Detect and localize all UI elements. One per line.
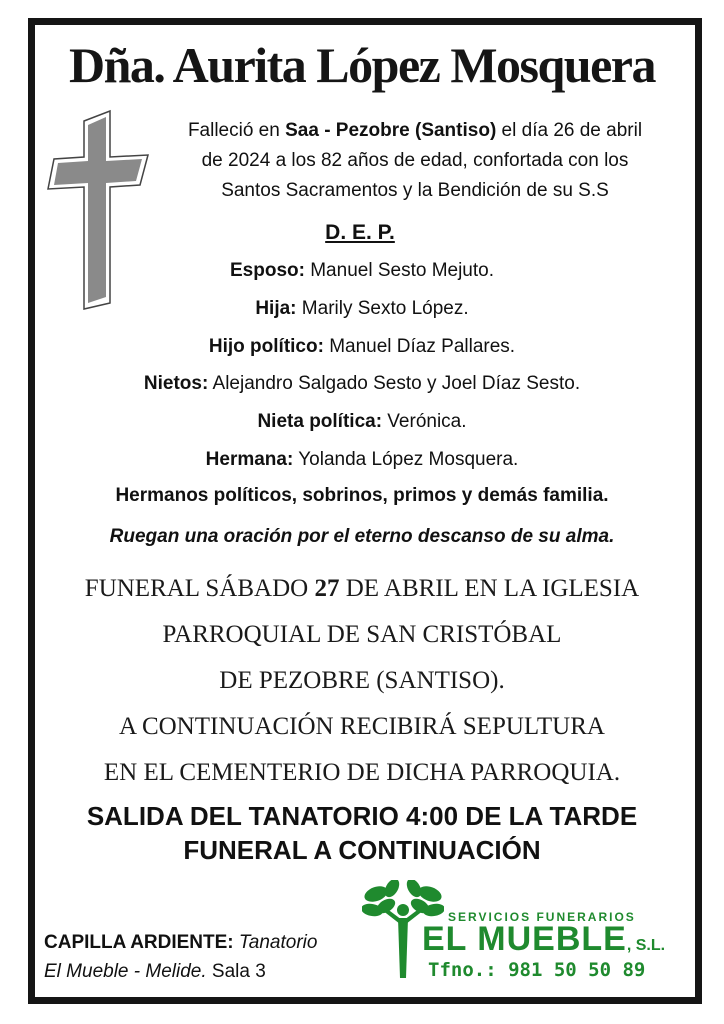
relative-label: Nieta política: bbox=[257, 411, 383, 432]
relative-label: Esposo: bbox=[230, 260, 305, 281]
relative-value: Alejandro Salgado Sesto y Joel Díaz Sesto. bbox=[208, 373, 581, 394]
logo-suffix: , S.L. bbox=[626, 937, 666, 954]
relative-value: Verónica. bbox=[382, 411, 467, 432]
intro-line-2: de 2024 a los 82 años de edad, confortada con los bbox=[201, 150, 629, 171]
logo-brand: EL MUEBLE bbox=[422, 920, 627, 958]
funeral-after: FUNERAL A CONTINUACIÓN bbox=[183, 835, 541, 865]
funeral-line: A CONTINUACIÓN RECIBIRÁ SEPULTURA bbox=[119, 713, 605, 740]
death-place: Saa - Pezobre (Santiso) bbox=[285, 120, 497, 141]
relative-line bbox=[0, 449, 724, 471]
funeral-text: DE ABRIL EN LA IGLESIA bbox=[339, 575, 640, 602]
relative-value: Manuel Sesto Mejuto. bbox=[304, 260, 494, 281]
relative-line bbox=[0, 336, 724, 358]
relative-value: Marily Sexto López. bbox=[296, 298, 469, 319]
death-notice-text bbox=[150, 116, 680, 206]
relative-value: Yolanda López Mosquera. bbox=[293, 449, 519, 470]
relative-label: Hijo político: bbox=[208, 336, 324, 357]
relative-line bbox=[0, 411, 724, 433]
intro-text: Falleció en bbox=[187, 120, 286, 141]
extended-family: Hermanos políticos, sobrinos, primos y demás familia. bbox=[115, 485, 609, 506]
chapel-place: Tanatorio bbox=[233, 932, 318, 953]
departure-time: SALIDA DEL TANATORIO 4:00 DE LA TARDE bbox=[86, 801, 638, 831]
funeral-text: FUNERAL SÁBADO bbox=[84, 575, 315, 602]
relative-label: Hermana: bbox=[205, 449, 294, 470]
relative-line bbox=[0, 298, 724, 320]
relative-line bbox=[0, 260, 724, 282]
prayer-request: Ruegan una oración por el eterno descanso de su alma. bbox=[109, 526, 615, 547]
chapel-location: El Mueble - Melide. bbox=[44, 961, 207, 982]
funeral-line: DE PEZOBRE (SANTISO). bbox=[219, 667, 505, 694]
funeral-line: EN EL CEMENTERIO DE DICHA PARROQUIA. bbox=[103, 759, 621, 786]
chapel-info bbox=[44, 928, 317, 986]
chapel-room: Sala 3 bbox=[206, 961, 266, 982]
chapel-label: CAPILLA ARDIENTE: bbox=[44, 932, 234, 953]
phone-number: Tfno.: 981 50 50 89 bbox=[428, 959, 646, 981]
departure-info bbox=[0, 799, 724, 867]
relative-label: Hija: bbox=[255, 298, 297, 319]
funeral-details bbox=[0, 566, 724, 796]
relative-value: Manuel Díaz Pallares. bbox=[323, 336, 516, 357]
deceased-name: Dña. Aurita López Mosquera bbox=[69, 37, 655, 93]
logo-tagline: SERVICIOS FUNERARIOS bbox=[448, 910, 636, 924]
funeral-day: 27 bbox=[314, 575, 340, 602]
funeral-home-logo bbox=[362, 880, 682, 980]
intro-line-3: Santos Sacramentos y la Bendición de su S.S bbox=[221, 180, 609, 201]
logo-name bbox=[422, 920, 665, 959]
relative-line bbox=[0, 373, 724, 395]
funeral-line: PARROQUIAL DE SAN CRISTÓBAL bbox=[162, 621, 562, 648]
death-date: el día 26 de abril bbox=[496, 120, 643, 141]
relative-label: Nietos: bbox=[143, 373, 209, 394]
dep-heading: D. E. P. bbox=[325, 221, 395, 244]
